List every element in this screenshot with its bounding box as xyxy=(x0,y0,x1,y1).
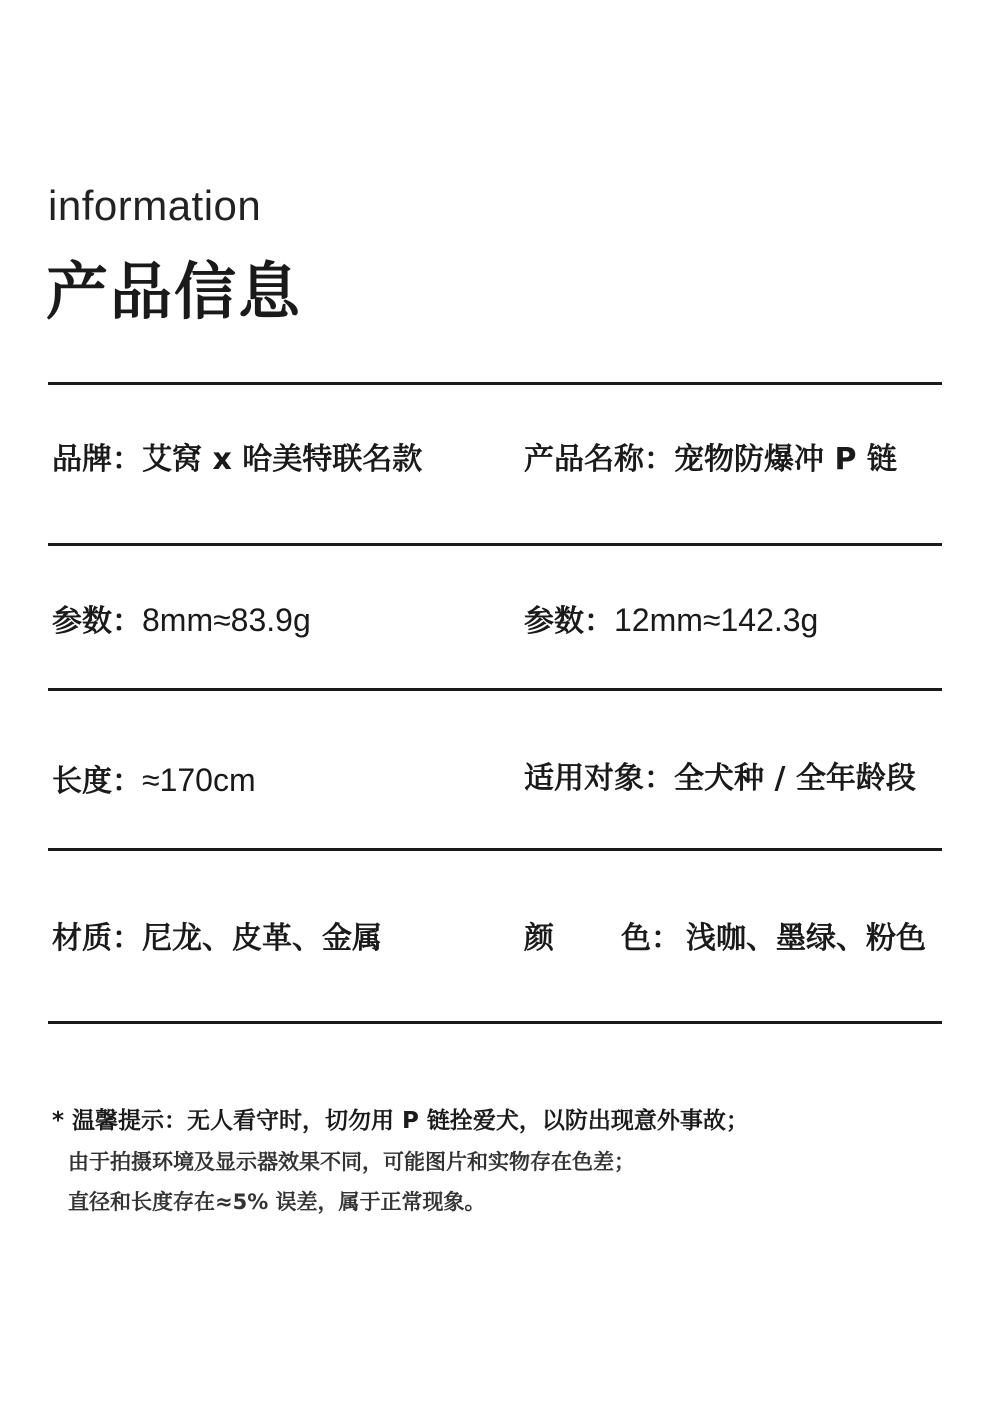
param-label: 参数： xyxy=(524,604,614,639)
color-field xyxy=(524,921,926,956)
color-label-char2: 色： xyxy=(621,921,681,956)
color-label-char1: 颜 xyxy=(524,921,554,956)
length-label: 长度： xyxy=(52,764,142,799)
divider-1 xyxy=(48,543,942,546)
note-color-difference: 由于拍摄环境及显示器效果不同，可能图片和实物存在色差； xyxy=(68,1150,635,1174)
applicable-label: 适用对象： xyxy=(524,761,674,796)
param-value-8mm: 8mm≈83.9g xyxy=(142,602,311,638)
divider-2 xyxy=(48,688,942,691)
length-field xyxy=(52,764,256,797)
product-name-label: 产品名称： xyxy=(524,442,674,477)
divider-bottom xyxy=(48,1021,942,1024)
length-value: ≈170cm xyxy=(142,762,256,798)
color-value: 浅咖、墨绿、粉色 xyxy=(686,921,926,956)
param-12mm-field xyxy=(524,604,818,637)
brand-field xyxy=(52,442,423,477)
product-name-field xyxy=(524,442,897,477)
divider-top xyxy=(48,382,942,385)
material-field xyxy=(52,921,382,956)
divider-3 xyxy=(48,848,942,851)
param-value-12mm: 12mm≈142.3g xyxy=(614,602,819,638)
note-warning: * 温馨提示：无人看守时，切勿用 P 链拴爱犬，以防出现意外事故； xyxy=(52,1108,749,1134)
brand-value: 艾窝 x 哈美特联名款 xyxy=(142,442,423,477)
param-8mm-field xyxy=(52,604,311,637)
page-title: 产品信息 xyxy=(46,255,303,328)
material-value: 尼龙、皮革、金属 xyxy=(142,921,382,956)
param-label: 参数： xyxy=(52,604,142,639)
product-name-value: 宠物防爆冲 P 链 xyxy=(674,442,897,477)
note-tolerance: 直径和长度存在≈5% 误差，属于正常现象。 xyxy=(68,1190,486,1214)
english-title: information xyxy=(48,182,262,229)
color-label xyxy=(524,921,686,956)
applicable-field xyxy=(524,761,916,796)
material-label: 材质： xyxy=(52,921,142,956)
applicable-value: 全犬种 / 全年龄段 xyxy=(674,761,916,796)
brand-label: 品牌： xyxy=(52,442,142,477)
